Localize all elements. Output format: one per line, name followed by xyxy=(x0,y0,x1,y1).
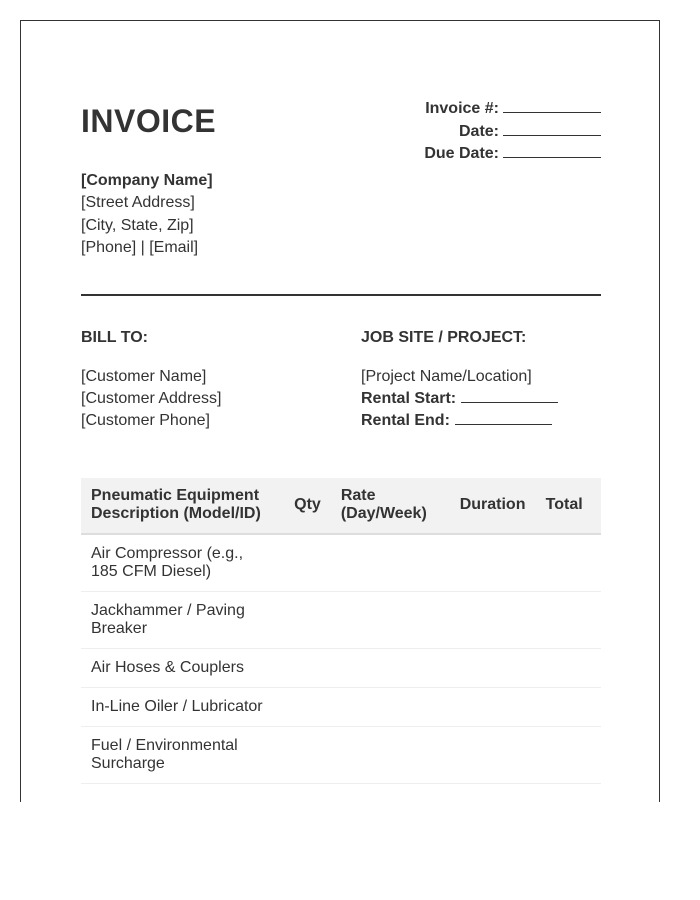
row-rate[interactable] xyxy=(331,592,450,649)
row-duration[interactable] xyxy=(450,649,536,688)
company-contact: [Phone] | [Email] xyxy=(81,238,199,256)
row-description: Jackhammer / Paving Breaker xyxy=(81,592,284,649)
rental-start-label: Rental Start: xyxy=(361,390,457,407)
table-row xyxy=(81,534,601,592)
bill-to-heading: BILL TO: xyxy=(81,329,148,346)
header-description: Pneumatic Equipment Description (Model/ID) xyxy=(81,478,284,534)
row-total[interactable] xyxy=(536,688,601,727)
row-description: In-Line Oiler / Lubricator xyxy=(81,688,284,727)
company-city: [City, State, Zip] xyxy=(81,216,194,234)
invoice-number-blank[interactable] xyxy=(503,98,601,113)
header-duration: Duration xyxy=(450,478,536,534)
date-label: Date: xyxy=(458,122,499,140)
invoice-page xyxy=(20,20,660,802)
row-rate[interactable] xyxy=(331,649,450,688)
project-name: [Project Name/Location] xyxy=(361,368,532,385)
due-date-line xyxy=(424,143,601,166)
due-date-label: Due Date: xyxy=(424,145,499,162)
company-street: [Street Address] xyxy=(81,194,195,212)
row-rate[interactable] xyxy=(331,688,450,727)
bill-to-block xyxy=(81,327,222,432)
rental-start-blank[interactable] xyxy=(461,388,558,403)
row-rate[interactable] xyxy=(331,534,450,592)
table-row xyxy=(81,649,601,688)
invoice-title: INVOICE xyxy=(81,103,217,139)
invoice-meta xyxy=(424,98,601,166)
table-row xyxy=(81,688,601,727)
rental-start-line xyxy=(361,388,558,410)
row-qty[interactable] xyxy=(284,534,331,592)
header-qty: Qty xyxy=(284,478,331,534)
job-site-heading: JOB SITE / PROJECT: xyxy=(361,329,527,346)
customer-name: [Customer Name] xyxy=(81,368,207,385)
row-duration[interactable] xyxy=(450,688,536,727)
divider-rule xyxy=(81,294,601,296)
row-description: Fuel / Environmental Surcharge xyxy=(81,727,284,784)
table-row xyxy=(81,727,601,784)
row-duration[interactable] xyxy=(450,592,536,649)
row-description: Air Hoses & Couplers xyxy=(81,649,284,688)
row-rate[interactable] xyxy=(331,727,450,784)
invoice-number-line xyxy=(424,98,601,121)
header-total: Total xyxy=(536,478,601,534)
row-duration[interactable] xyxy=(450,534,536,592)
date-line xyxy=(424,121,601,144)
company-name: [Company Name] xyxy=(81,172,213,189)
row-total[interactable] xyxy=(536,727,601,784)
customer-phone: [Customer Phone] xyxy=(81,412,210,429)
header-rate: Rate (Day/Week) xyxy=(331,478,450,534)
invoice-number-label: Invoice #: xyxy=(425,100,499,117)
due-date-blank[interactable] xyxy=(503,143,601,158)
table-row xyxy=(81,592,601,649)
row-total[interactable] xyxy=(536,592,601,649)
row-qty[interactable] xyxy=(284,727,331,784)
row-qty[interactable] xyxy=(284,688,331,727)
row-qty[interactable] xyxy=(284,592,331,649)
rental-end-blank[interactable] xyxy=(455,410,552,425)
rental-end-line xyxy=(361,410,558,432)
table-header-row xyxy=(81,478,601,534)
row-description: Air Compressor (e.g., 185 CFM Diesel) xyxy=(81,534,284,592)
date-blank[interactable] xyxy=(503,121,601,136)
rental-end-label: Rental End: xyxy=(361,412,450,429)
customer-address: [Customer Address] xyxy=(81,390,222,407)
row-duration[interactable] xyxy=(450,727,536,784)
row-total[interactable] xyxy=(536,649,601,688)
job-site-block xyxy=(361,327,558,432)
equipment-table xyxy=(81,478,601,784)
company-block xyxy=(81,170,213,259)
row-total[interactable] xyxy=(536,534,601,592)
row-qty[interactable] xyxy=(284,649,331,688)
